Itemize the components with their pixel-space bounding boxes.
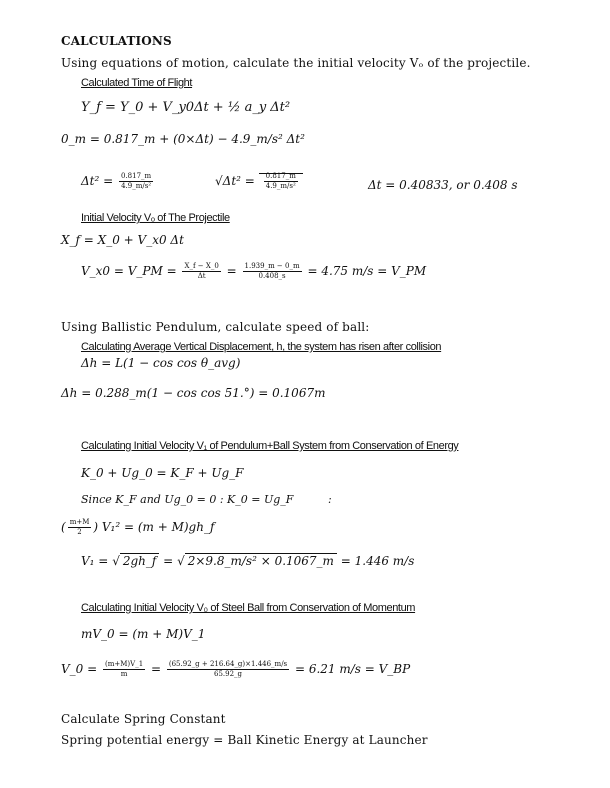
iv-eq2-lhs: V_x0 = V_PM = bbox=[81, 264, 177, 278]
energy-eq4-mid: = bbox=[163, 554, 174, 568]
tof-eq3a-lhs: Δt² = bbox=[81, 174, 114, 188]
tof-equation-3c: Δt = 0.40833, or 0.408 s bbox=[368, 178, 518, 192]
tof-equation-2: 0_m = 0.817_m + (0×Δt) − 4.9_m/s² Δt² bbox=[61, 132, 305, 146]
page-title: CALCULATIONS bbox=[61, 34, 172, 48]
momentum-equation-2 bbox=[61, 660, 410, 679]
momentum-heading: Calculating Initial Velocity V₀ of Steel Ball from Conservation of Momentum bbox=[81, 602, 416, 614]
mom-eq2-equals: = bbox=[150, 662, 162, 676]
energy-eq3-rhs: V₁² = (m + M)gh_f bbox=[101, 520, 215, 534]
iv-eq2-rhs: = 4.75 m/s = V_PM bbox=[307, 264, 427, 278]
displacement-equation-1: Δh = L(1 − cos cos θ_avg) bbox=[81, 356, 241, 370]
energy-eq3-numerator: m+M bbox=[69, 518, 90, 526]
energy-eq4-radical-2: √ bbox=[177, 554, 185, 568]
displacement-heading: Calculating Average Vertical Displacement, h, the system has risen after collision bbox=[81, 341, 442, 353]
energy-eq4-rhs: = 1.446 m/s bbox=[340, 554, 415, 568]
energy-eq4-lhs: V₁ = bbox=[81, 554, 109, 568]
energy-eq4-root-2: 2×9.8_m/s² × 0.1067_m bbox=[185, 553, 337, 568]
energy-eq4-radical-1: √ bbox=[112, 554, 120, 568]
iv-eq2-fraction-1 bbox=[182, 262, 220, 281]
energy-equation-1: K_0 + Ug_0 = K_F + Ug_F bbox=[81, 466, 244, 480]
mom-eq2-f2-denominator: 65.92_g bbox=[213, 670, 243, 678]
iv-equation-2 bbox=[81, 262, 426, 281]
iv-eq2-f1-denominator: Δt bbox=[197, 272, 206, 280]
mom-eq2-fraction-2 bbox=[167, 660, 289, 679]
energy-equation-4 bbox=[81, 554, 414, 568]
mom-eq2-f1-numerator: (m+M)V_1 bbox=[105, 660, 144, 668]
energy-eq3-open-paren: ( bbox=[61, 520, 66, 534]
iv-eq2-f1-numerator: X_f − X_0 bbox=[184, 262, 219, 270]
tof-eq3a-numerator: 0.817_m bbox=[121, 172, 152, 180]
energy-equation-2: Since K_F and Ug_0 = 0 : K_0 = Ug_F bbox=[81, 493, 294, 506]
iv-equation-1: X_f = X_0 + V_x0 Δt bbox=[61, 233, 184, 247]
mom-eq2-f2-numerator: (65.92_g + 216.64_g)×1.446_m/s bbox=[168, 660, 288, 668]
iv-eq2-f2-numerator: 1.939_m − 0_m bbox=[244, 262, 300, 270]
iv-eq2-equals: = bbox=[226, 264, 237, 278]
displacement-equation-2: Δh = 0.288_m(1 − cos cos 51.°) = 0.1067m bbox=[61, 386, 326, 400]
tof-eq3b-denominator: 4.9_m/s² bbox=[265, 182, 296, 190]
tof-eq3b-numerator: 0.817_m bbox=[265, 172, 296, 180]
mom-eq2-fraction-1 bbox=[103, 660, 145, 679]
momentum-equation-1: mV_0 = (m + M)V_1 bbox=[81, 627, 206, 641]
tof-equation-1: Y_f = Y_0 + V_y0Δt + ½ a_y Δt² bbox=[81, 100, 291, 115]
time-of-flight-heading: Calculated Time of Flight bbox=[81, 77, 193, 89]
energy-equation-3 bbox=[61, 518, 214, 537]
ballistic-intro: Using Ballistic Pendulum, calculate speed of ball: bbox=[61, 320, 370, 334]
tof-equation-3a bbox=[81, 172, 155, 191]
spring-energy-line: Spring potential energy = Ball Kinetic Energy at Launcher bbox=[61, 733, 428, 747]
intro-text: Using equations of motion, calculate the initial velocity Vₒ of the projectile. bbox=[61, 56, 531, 70]
iv-eq2-fraction-2 bbox=[243, 262, 302, 281]
energy-eq4-root-1: 2gh_f bbox=[120, 553, 160, 568]
tof-eq3a-fraction bbox=[119, 172, 153, 191]
iv-eq2-f2-denominator: 0.408_s bbox=[258, 272, 286, 280]
spring-constant-line: Calculate Spring Constant bbox=[61, 712, 226, 726]
initial-velocity-heading: Initial Velocity Vₒ of The Projectile bbox=[81, 212, 230, 224]
energy-heading: Calculating Initial Velocity V₁ of Pendulum+Ball System from Conservation of Energy bbox=[81, 440, 459, 452]
tof-equation-3b bbox=[215, 172, 303, 191]
mom-eq2-rhs: = 6.21 m/s = V_BP bbox=[294, 662, 411, 676]
tof-eq3a-denominator: 4.9_m/s² bbox=[121, 182, 152, 190]
tof-eq3b-lhs: √Δt² = bbox=[215, 174, 255, 188]
energy-eq3-close-paren: ) bbox=[93, 520, 99, 534]
energy-eq3-fraction bbox=[68, 518, 92, 537]
energy-equation-2-colon: : bbox=[328, 493, 332, 506]
energy-eq3-denominator: 2 bbox=[77, 528, 82, 536]
mom-eq2-lhs: V_0 = bbox=[61, 662, 98, 676]
tof-eq3b-root bbox=[259, 173, 303, 188]
mom-eq2-f1-denominator: m bbox=[120, 670, 128, 678]
tof-eq3b-fraction bbox=[264, 172, 298, 191]
